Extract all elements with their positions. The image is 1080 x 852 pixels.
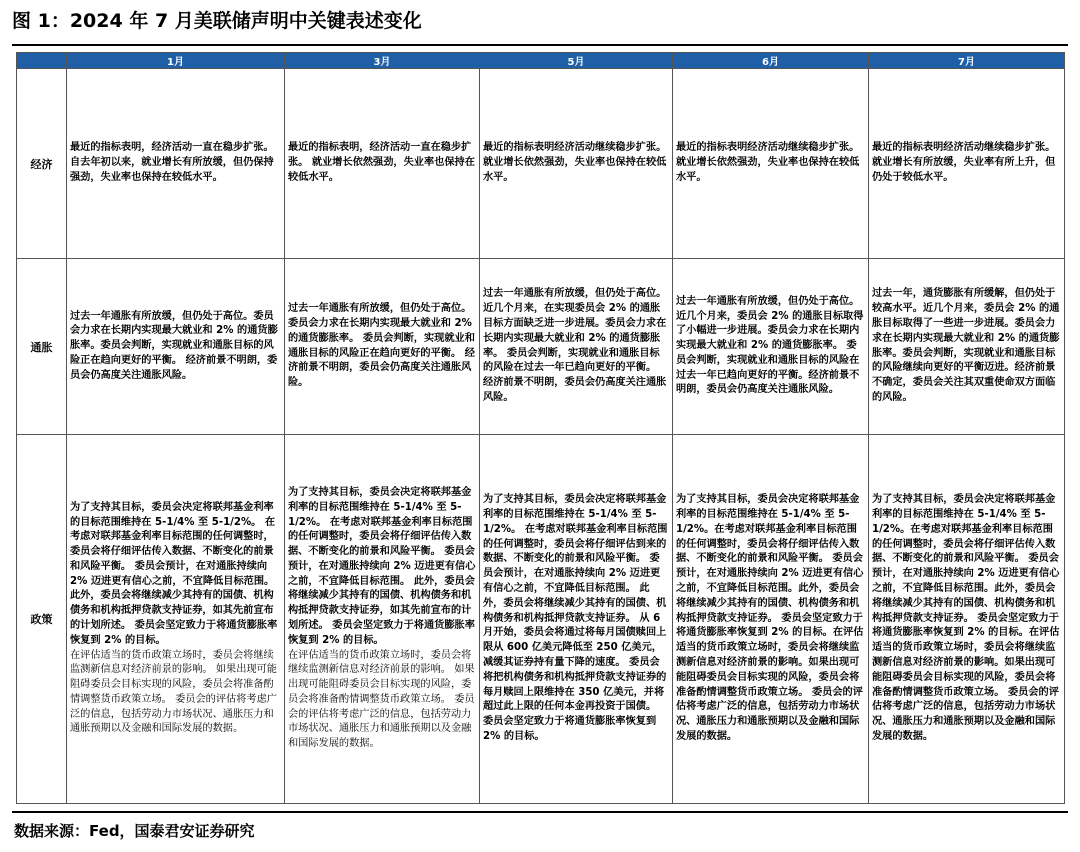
table-cell (285, 259, 480, 435)
cell-text: 为了支持其目标，委员会决定将联邦基金利率的目标范围维持在 5-1/4% 至 5-1/2%。 在考虑对联邦基金利率目标范围的任何调整时，委员会将仔细评估传入数据、不断变化的前景和风险平衡。 委员会预计，在对通胀持续向 2% 迈进更有信心之前，不宜降低目标范围。 此外，委员会将继续减少其持有的国债、机构债务和机构抵押贷款支持证券，如其先前宣布的计划所述。 委员会坚定致力于将通货膨胀率恢复到 2% 的目标。 (288, 486, 476, 646)
table-cell (673, 435, 869, 804)
table-cell (285, 69, 480, 259)
table-cell (67, 435, 285, 804)
header-cell-jan: 1月 (67, 53, 285, 69)
table-row-economy (17, 69, 1065, 259)
table-cell (285, 435, 480, 804)
cell-text: 为了支持其目标，委员会决定将联邦基金利率的目标范围维持在 5-1/4% 至 5-1/2%。在考虑对联邦基金利率目标范围的任何调整时，委员会将仔细评估传入数据、不断变化的前景和风险平衡。 委员会预计，在对通胀持续向 2% 迈进更有信心之前，不宜降低目标范围。此外，委员会将继续减少其持有的国债、机构债务和机构抵押贷款支持证券。 委员会坚定致力于将通货膨胀率恢复到 2% 的目标。在评估适当的货币政策立场时，委员会将继续监测新信息对经济前景的影响。如果出现可能阻碍委员会目标实现的风险，委员会将准备酌情调整货币政策立场。 委员会的评估将考虑广泛的信息，包括劳动力市场状况、通胀压力和通胀预期以及金融和国际发展的数据。 (872, 494, 1060, 742)
source-note: 数据来源：Fed，国泰君安证券研究 (14, 822, 255, 840)
top-rule (12, 44, 1068, 46)
table-cell (673, 259, 869, 435)
table-row-policy (17, 435, 1065, 804)
table-cell (673, 69, 869, 259)
cell-text: 过去一年通胀有所放缓，但仍处于高位。 近几个月来，在实现委员会 2% 的通胀目标方面缺乏进一步进展。委员会力求在长期内实现最大就业和 2% 的通货膨胀率。 委员会判断，实现就业和通胀目标的风险在过去一年已趋向更好的平衡。 经济前景不明朗，委员会仍高度关注通胀风险。 (483, 288, 667, 403)
row-label: 通胀 (17, 259, 67, 435)
cell-text: 最近的指标表明经济活动继续稳步扩张。 就业增长有所放缓，失业率有所上升，但仍处于较低水平。 (872, 142, 1056, 183)
cell-text: 最近的指标表明，经济活动一直在稳步扩张。 自去年初以来，就业增长有所放缓，但仍保持强劲，失业率也保持在较低水平。 (70, 142, 274, 183)
cell-text-plain: 在评估适当的货币政策立场时，委员会将继续监测新信息对经济前景的影响。 如果出现可能阻碍委员会目标实现的风险，委员会将准备酌情调整货币政策立场。 委员会的评估将考虑广泛的信息，包括劳动力市场状况、通胀压力和通胀预期以及金融和国际发展的数据。 (70, 649, 277, 735)
cell-text: 为了支持其目标，委员会决定将联邦基金利率的目标范围维持在 5-1/4% 至 5-1/2%。在考虑对联邦基金利率目标范围的任何调整时，委员会将仔细评估传入数据、不断变化的前景和风险平衡。 委员会预计，在对通胀持续向 2% 迈进更有信心之前，不宜降低目标范围。此外，委员会将继续减少其持有的国债、机构债务和机构抵押贷款支持证券。 委员会坚定致力于将通货膨胀率恢复到 2% 的目标。在评估适当的货币政策立场时，委员会将继续监测新信息对经济前景的影响。如果出现可能阻碍委员会目标实现的风险，委员会将准备酌情调整货币政策立场。 委员会的评估将考虑广泛的信息，包括劳动力市场状况、通胀压力和通胀预期以及金融和国际发展的数据。 (676, 494, 864, 742)
table-cell (869, 435, 1065, 804)
row-label: 政策 (17, 435, 67, 804)
bottom-rule (12, 811, 1068, 813)
header-cell-jun: 6月 (673, 53, 869, 69)
cell-text: 为了支持其目标，委员会决定将联邦基金利率的目标范围维持在 5-1/4% 至 5-1/2%。 在考虑对联邦基金利率目标范围的任何调整时，委员会将仔细评估传入数据、不断变化的前景和风险平衡。 委员会预计，在对通胀持续向 2% 迈进更有信心之前，不宜降低目标范围。 此外，委员会将继续减少其持有的国债、机构债务和机构抵押贷款支持证券，如其先前宣布的计划所述。 委员会坚定致力于将通货膨胀率恢复到 2% 的目标。 (70, 501, 278, 646)
header-row (17, 53, 1065, 69)
table-row-inflation (17, 259, 1065, 435)
table-cell (480, 435, 673, 804)
header-cell-mar: 3月 (285, 53, 480, 69)
cell-text: 过去一年通胀有所放缓，但仍处于高位。近几个月来，委员会 2% 的通胀目标取得了小幅进一步进展。委员会力求在长期内实现最大就业和 2% 的通货膨胀率。 委员会判断，实现就业和通胀目标的风险在过去一年已趋向更好的平衡。经济前景不明朗，委员会仍高度关注通胀风险。 (676, 295, 864, 396)
cell-text: 过去一年，通货膨胀有所缓解，但仍处于较高水平。近几个月来，委员会 2% 的通胀目标取得了一些进一步进展。委员会力求在长期内实现最大就业和 2% 的通货膨胀率。委员会判断，实现就业和通胀目标的风险继续向更好的平衡迈进。经济前景不确定，委员会关注其双重使命双方面临的风险。 (872, 288, 1060, 403)
table-cell (67, 259, 285, 435)
cell-text-plain: 在评估适当的货币政策立场时，委员会将继续监测新信息对经济前景的影响。 如果出现可能阻碍委员会目标实现的风险，委员会将准备酌情调整货币政策立场。 委员会的评估将考虑广泛的信息，包括劳动力市场状况、通胀压力和通胀预期以及金融和国际发展的数据。 (288, 649, 475, 750)
table-cell (869, 69, 1065, 259)
table-cell (869, 259, 1065, 435)
table-cell (480, 69, 673, 259)
header-cell-jul: 7月 (869, 53, 1065, 69)
cell-text: 最近的指标表明经济活动继续稳步扩张。 就业增长依然强劲，失业率也保持在较低水平。 (676, 142, 860, 183)
header-cell-may: 5月 (480, 53, 673, 69)
header-cell-blank (17, 53, 67, 69)
table-cell (67, 69, 285, 259)
statement-comparison-table (16, 52, 1065, 804)
cell-text: 最近的指标表明经济活动继续稳步扩张。 就业增长依然强劲，失业率也保持在较低水平。 (483, 142, 667, 183)
row-label: 经济 (17, 69, 67, 259)
table-cell (480, 259, 673, 435)
cell-text: 过去一年通胀有所放缓，但仍处于高位。委员会力求在长期内实现最大就业和 2% 的通货膨胀率。 委员会判断，实现就业和通胀目标的风险正在趋向更好的平衡。 经济前景不明朗，委员会仍高度关注通胀风险。 (288, 303, 475, 389)
figure-title: 图 1：2024 年 7 月美联储声明中关键表述变化 (12, 10, 422, 32)
cell-text: 过去一年通胀有所放缓，但仍处于高位。委员会力求在长期内实现最大就业和 2% 的通货膨胀率。委员会判断，实现就业和通胀目标的风险正在趋向更好的平衡。 经济前景不明朗，委员会仍高度关注通胀风险。 (70, 310, 278, 381)
cell-text: 最近的指标表明，经济活动一直在稳步扩张。 就业增长依然强劲，失业率也保持在较低水平。 (288, 142, 475, 183)
cell-text: 为了支持其目标，委员会决定将联邦基金利率的目标范围维持在 5-1/4% 至 5-1/2%。 在考虑对联邦基金利率目标范围的任何调整时，委员会将仔细评估到来的数据、不断变化的前景和风险平衡。 委员会预计，在对通胀持续向 2% 迈进更有信心之前，不宜降低目标范围。 此外，委员会将继续减少其持有的国债、机构债务和机构抵押贷款支持证券。 从 6 月开始，委员会将通过将每月国债赎回上限从 600 亿美元降低至 250 亿美元，减缓其证券持有量下降的速度。 委员会将把机构债务和机构抵押贷款支持证券的每月赎回上限维持在 350 亿美元，并将超过此上限的任何本金再投资于国债。 委员会坚定致力于将通货膨胀率恢复到 2% 的目标。 (483, 494, 668, 742)
